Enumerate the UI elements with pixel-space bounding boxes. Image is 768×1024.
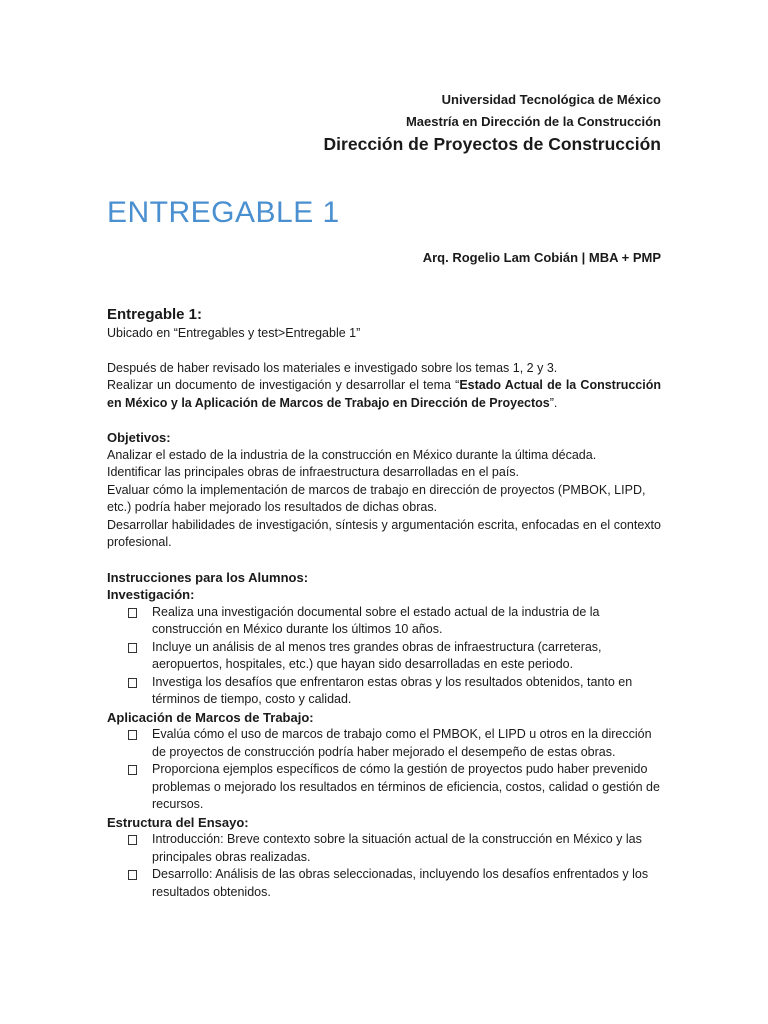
entregable-heading: Entregable 1:: [107, 306, 203, 323]
intro-topic-post: ”.: [549, 395, 558, 410]
list-item-text: Investiga los desafíos que enfrentaron estas obras y los resultados obtenidos, tanto en términos de tiempo, costo y calidad.: [152, 674, 633, 706]
list-item-text: Evalúa cómo el uso de marcos de trabajo como el PMBOK, el LIPD u otros en la dirección de proyectos de construcción podría haber mejorado el desempeño de estas obras.: [152, 727, 652, 759]
list-item: [107, 866, 661, 901]
document-title: ENTREGABLE 1: [107, 196, 340, 229]
university-name: Universidad Tecnológica de México: [441, 92, 661, 107]
estructura-list: [107, 831, 661, 901]
estructura-heading: Estructura del Ensayo:: [107, 814, 249, 830]
course-name: Dirección de Proyectos de Construcción: [323, 134, 661, 154]
checkbox-bullet-icon: [128, 870, 137, 880]
checkbox-bullet-icon: [128, 643, 137, 653]
objetivo-item: Evaluar cómo la implementación de marcos de trabajo en dirección de proyectos (PMBOK, LIPD, etc.) podría haber mejorado los resultados de dichas obras.: [107, 482, 646, 514]
author-line: Arq. Rogelio Lam Cobián | MBA + PMP: [422, 250, 661, 265]
document-body: [107, 305, 661, 901]
list-item: [107, 639, 661, 674]
intro-topic-bold: Estado Actual de la Construcción en México y la Aplicación de Marcos de Trabajo en Dirección de Proyectos: [107, 378, 661, 410]
list-item: [107, 761, 661, 814]
checkbox-bullet-icon: [128, 835, 137, 845]
objetivo-item: Identificar las principales obras de infraestructura desarrolladas en el país.: [107, 465, 520, 479]
objetivos-heading: Objetivos:: [107, 430, 171, 445]
intro-topic-paragraph: [107, 377, 661, 412]
marcos-list: [107, 726, 661, 814]
intro-topic-pre: Realizar un documento de investigación y desarrollar el tema “: [107, 378, 460, 392]
list-item: [107, 726, 661, 761]
list-item-text: Introducción: Breve contexto sobre la situación actual de la construcción en México y las principales obras realizadas.: [152, 832, 642, 864]
marcos-heading: Aplicación de Marcos de Trabajo:: [107, 709, 314, 725]
list-item: [107, 674, 661, 709]
list-item: [107, 831, 661, 866]
checkbox-bullet-icon: [128, 608, 137, 618]
intro-line: Después de haber revisado los materiales e investigado sobre los temas 1, 2 y 3.: [107, 360, 558, 375]
list-item-text: Incluye un análisis de al menos tres grandes obras de infraestructura (carreteras, aeropuertos, hospitales, etc.) que hayan sido desarrolladas en este periodo.: [152, 639, 602, 671]
instrucciones-heading: Instrucciones para los Alumnos:: [107, 569, 309, 585]
entregable-location: Ubicado en “Entregables y test>Entregable 1”: [107, 326, 361, 340]
checkbox-bullet-icon: [128, 765, 137, 775]
investigacion-list: [107, 604, 661, 709]
list-item: [107, 604, 661, 639]
objetivo-item: Desarrollar habilidades de investigación, síntesis y argumentación escrita, enfocadas en el contexto profesional.: [107, 517, 661, 549]
checkbox-bullet-icon: [128, 730, 137, 740]
list-item-text: Proporciona ejemplos específicos de cómo la gestión de proyectos pudo haber prevenido problemas o mejorado los resultados en términos de eficiencia, costos, calidad o gestión de recursos.: [152, 762, 660, 811]
list-item-text: Realiza una investigación documental sobre el estado actual de la industria de la construcción en México durante los últimos 10 años.: [152, 604, 600, 636]
objetivo-item: Analizar el estado de la industria de la construcción en México durante la última década.: [107, 447, 597, 462]
program-name: Maestría en Dirección de la Construcción: [405, 114, 661, 129]
checkbox-bullet-icon: [128, 678, 137, 688]
list-item-text: Desarrollo: Análisis de las obras seleccionadas, incluyendo los desafíos enfrentados y los resultados obtenidos.: [152, 867, 649, 899]
investigacion-heading: Investigación:: [107, 587, 195, 602]
